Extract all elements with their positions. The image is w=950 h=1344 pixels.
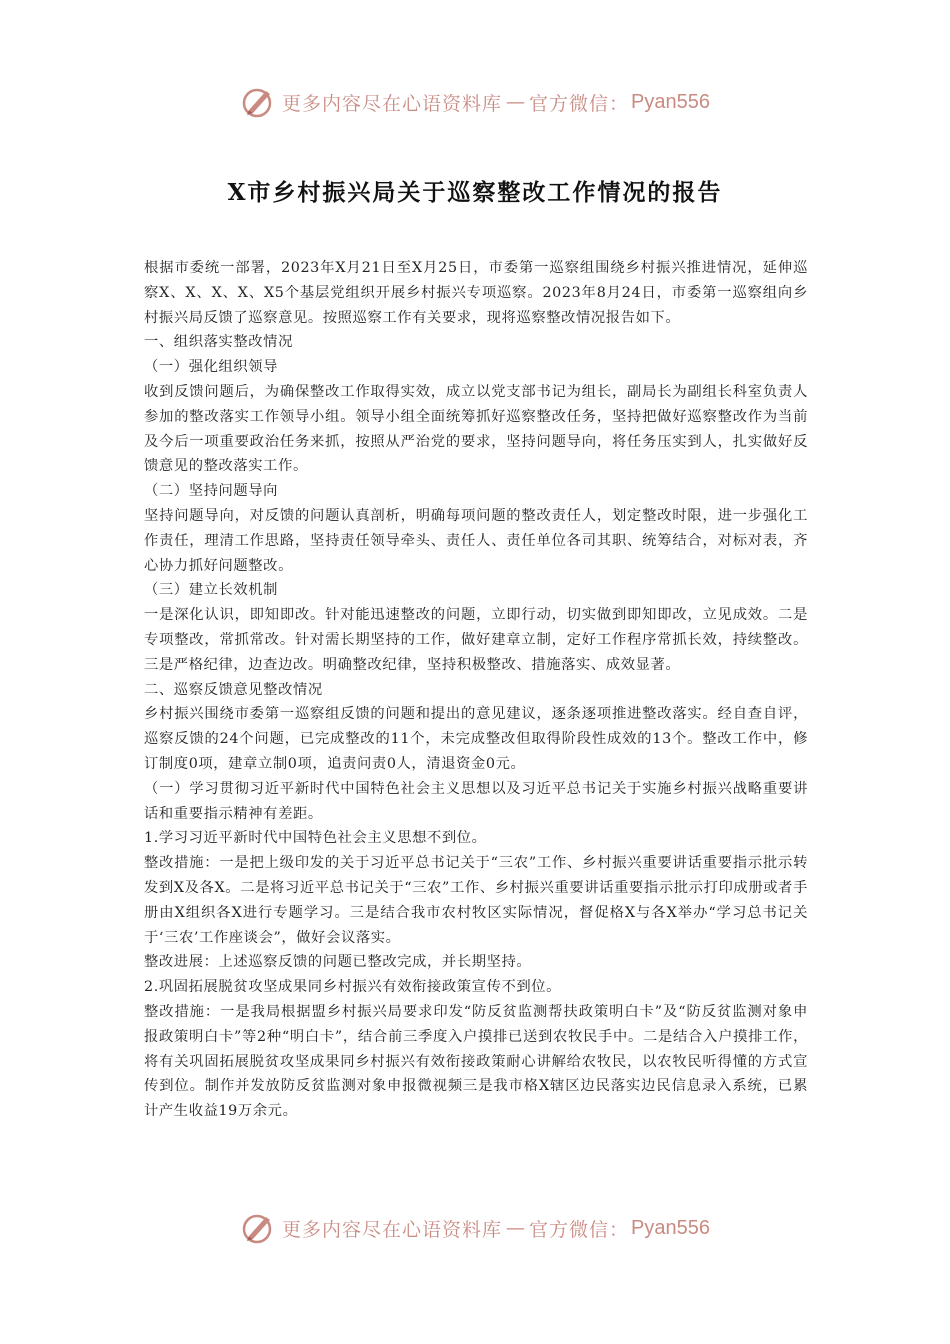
item-heading: 1.学习习近平新时代中国特色社会主义思想不到位。 [144,830,487,847]
watermark-separator: — [506,1217,526,1239]
paragraph: 根据市委统一部署，2023年X月21日至X月25日，市委第一巡察组围绕乡村振兴推进情况，延伸巡察X、X、X、X、X5个基层党组织开展乡村振兴专项巡察。2023年8月24日，市委第一巡察组向乡村振兴局反馈了巡察意见。按照巡察工作有关要求，现将巡察整改情况报告如下。 [144,260,808,326]
watermark-text: 更多内容尽在心语资料库 [282,92,503,115]
watermark-text: 更多内容尽在心语资料库 [282,1218,503,1241]
document-body [144,256,808,1124]
subsection-heading: （一）强化组织领导 [144,359,279,376]
paragraph: 乡村振兴围绕市委第一巡察组反馈的问题和提出的意见建议，逐条逐项推进整改落实。经自查自评，巡察反馈的24个问题，已完成整改的11个，未完成整改但取得阶段性成效的13个。整改工作中，修订制度0项，建章立制0项，追责问责0人，清退资金0元。 [144,706,808,772]
section-heading: 二、巡察反馈意见整改情况 [144,681,323,698]
watermark-separator: — [506,91,526,113]
paragraph: 整改措施：一是把上级印发的关于习近平总书记关于“三农”工作、乡村振兴重要讲话重要指示批示转发到X及各X。二是将习近平总书记关于“三农”工作、乡村振兴重要讲话重要指示批示打印成册或者手册由X组织各X进行专题学习。三是结合我市农村牧区实际情况，督促格X与各X举办“学习总书记关于‘三农’工作座谈会”，做好会议落实。 [144,855,808,946]
paragraph: 收到反馈问题后，为确保整改工作取得实效，成立以党支部书记为组长，副局长为副组长科室负责人参加的整改落实工作领导小组。领导小组全面统筹抓好巡察整改任务，坚持把做好巡察整改作为当前及今后一项重要政治任务来抓，按照从严治党的要求，坚持问题导向，将任务压实到人，扎实做好反馈意见的整改落实工作。 [144,383,808,475]
paragraph: 整改措施：一是我局根据盟乡村振兴局要求印发“防反贫监测帮扶政策明白卡”及“防反贫监测对象申报政策明白卡”等2种“明白卡”，结合前三季度入户摸排已送到农牧民手中。二是结合入户摸排工作，将有关巩固拓展脱贫攻坚成果同乡村振兴有效衔接政策耐心讲解给农牧民，以农牧民听得懂的方式宣传到位。制作并发放防反贫监测对象申报微视频三是我市格X辖区边民落实边民信息录入系统，已累计产生收益19万余元。 [144,1003,808,1120]
watermark-label: 官方微信： [529,1218,630,1241]
paragraph: 整改进展：上述巡察反馈的问题已整改完成，并长期坚持。 [144,954,532,971]
watermark-id: Pyan556 [631,90,710,113]
paragraph: 坚持问题导向，对反馈的问题认真剖析，明确每项问题的整改责任人，划定整改时限，进一步强化工作责任，理清工作思路，坚持责任领导牵头、责任人、责任单位各司其职、统筹结合，对标对表，齐心协力抓好问题整改。 [144,507,808,574]
subsection-heading: （二）坚持问题导向 [144,483,279,500]
watermark-footer [0,1210,950,1246]
watermark-id: Pyan556 [631,1216,710,1239]
section-heading: 一、组织落实整改情况 [144,334,293,351]
paragraph: 一是深化认识，即知即改。针对能迅速整改的问题，立即行动，切实做到即知即改，立见成效。二是专项整改，常抓常改。针对需长期坚持的工作，做好建章立制，定好工作程序常抓长效，持续整改。三是严格纪律，边查边改。明确整改纪律，坚持积极整改、措施落实、成效显著。 [144,607,808,673]
item-heading: 2.巩固拓展脱贫攻坚成果同乡村振兴有效衔接政策宣传不到位。 [144,979,562,996]
pen-circle-icon [240,84,276,120]
subsection-heading: （三）建立长效机制 [144,582,279,599]
document-title: X市乡村振兴局关于巡察整改工作情况的报告 [227,179,723,206]
watermark-header [0,84,950,120]
watermark-label: 官方微信： [529,92,630,115]
subsection-heading: （一）学习贯彻习近平新时代中国特色社会主义思想以及习近平总书记关于实施乡村振兴战略重要讲话和重要指示精神有差距。 [144,780,808,822]
pen-circle-icon [240,1210,276,1246]
